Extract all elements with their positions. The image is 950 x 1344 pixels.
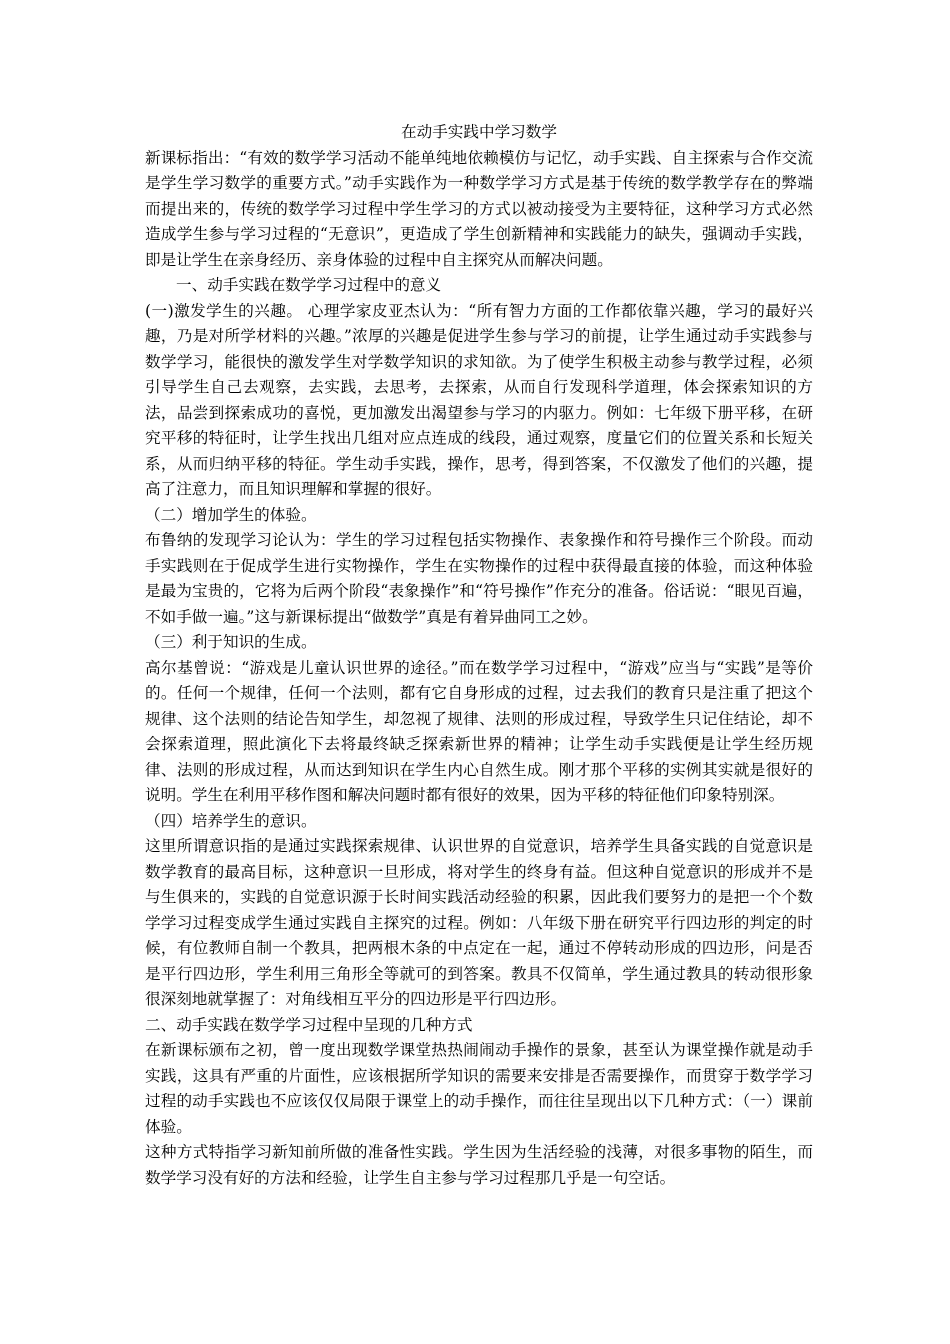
- paragraph-awareness: 这里所谓意识指的是通过实践探索规律、认识世界的自觉意识，培养学生具备实践的自觉意识是数学教育的最高目标，这种意识一旦形成，将对学生的终身有益。但这种自觉意识的形成并不是与生俱来的，实践的自觉意识源于长时间实践活动经验的积累，因此我们要努力的是把一个个数学学习过程变成学生通过实践自主探究的过程。例如：八年级下册在研究平行四边形的判定的时候，有位教师自制一个教具，把两根木条的中点定在一起，通过不停转动形成的四边形，问是否是平行四边形，学生利用三角形全等就可的到答案。教具不仅简单，学生通过教具的转动很形象很深刻地就掌握了：对角线相互平分的四边形是平行四边形。: [145, 837, 813, 1008]
- paragraph-interest: (一)激发学生的兴趣。 心理学家皮亚杰认为：“所有智力方面的工作都依靠兴趣，学习的最好兴趣，乃是对所学材料的兴趣。”浓厚的兴趣是促进学生参与学习的前提，让学生通过动手实践参与数学学习，能很快的激发学生对学数学知识的求知欲。为了使学生积极主动参与教学过程，必须引导学生自己去观察，去实践，去思考，去探索，从而自行发现科学道理，体会探索知识的方法，品尝到探索成功的喜悦，更加激发出渴望参与学习的内驱力。例如：七年级下册平移，在研究平移的特征时，让学生找出几组对应点连成的线段，通过观察，度量它们的位置关系和长短关系，从而归纳平移的特征。学生动手实践，操作，思考，得到答案，不仅激发了他们的兴趣，提高了注意力，而且知识理解和掌握的很好。: [145, 301, 813, 498]
- document-title: 在动手实践中学习数学: [401, 123, 557, 141]
- paragraph-preclass: 这种方式特指学习新知前所做的准备性实践。学生因为生活经验的浅薄，对很多事物的陌生，而数学学习没有好的方法和经验，让学生自主参与学习过程那几乎是一句空话。: [145, 1143, 813, 1187]
- subheading-experience: （二）增加学生的体验。: [145, 505, 317, 524]
- paragraph-intro: 新课标指出：“有效的数学学习活动不能单纯地依赖模仿与记忆，动手实践、自主探索与合作交流是学生学习数学的重要方式。”动手实践作为一种数学学习方式是基于传统的数学教学存在的弊端而提出来的，传统的数学学习过程中学生学习的方式以被动接受为主要特征，这种学习方式必然造成学生参与学习过程的“无意识”，更造成了学生创新精神和实践能力的缺失，强调动手实践，即是让学生在亲身经历、亲身体验的过程中自主探究从而解决问题。: [145, 148, 813, 269]
- section-heading-2: 二、动手实践在数学学习过程中呈现的几种方式: [145, 1015, 473, 1034]
- document-page: [145, 120, 813, 1191]
- paragraph-experience: 布鲁纳的发现学习论认为：学生的学习过程包括实物操作、表象操作和符号操作三个阶段。而动手实践则在于促成学生进行实物操作，学生在实物操作的过程中获得最直接的体验，而这种体验是最为宝贵的，它将为后两个阶段“表象操作”和“符号操作”作充分的准备。俗话说：“眼见百遍，不如手做一遍。”这与新课标提出“做数学”真是有着异曲同工之妙。: [145, 531, 813, 626]
- paragraph-knowledge: 高尔基曾说：“游戏是儿童认识世界的途径。”而在数学学习过程中，“游戏”应当与“实践”是等价的。任何一个规律，任何一个法则，都有它自身形成的过程，过去我们的教育只是注重了把这个规律、这个法则的结论告知学生，却忽视了规律、法则的形成过程，导致学生只记住结论，却不会探索道理，照此演化下去将最终缺乏探索新世界的精神；让学生动手实践便是让学生经历规律、法则的形成过程，从而达到知识在学生内心自然生成。刚才那个平移的实例其实就是很好的说明。学生在利用平移作图和解决问题时都有很好的效果，因为平移的特征他们印象特别深。: [145, 658, 813, 804]
- section-heading-1: 一、动手实践在数学学习过程中的意义: [176, 276, 442, 294]
- subheading-knowledge: （三）利于知识的生成。: [145, 633, 317, 651]
- paragraph-methods: 在新课标颁布之初，曾一度出现数学课堂热热闹闹动手操作的景象，甚至认为课堂操作就是动手实践，这具有严重的片面性，应该根据所学知识的需要来安排是否需要操作，而贯穿于数学学习过程的动手实践也不应该仅仅局限于课堂上的动手操作，而往往呈现出以下几种方式：（一）课前体验。: [145, 1041, 813, 1136]
- subheading-awareness: （四）培养学生的意识。: [145, 811, 317, 830]
